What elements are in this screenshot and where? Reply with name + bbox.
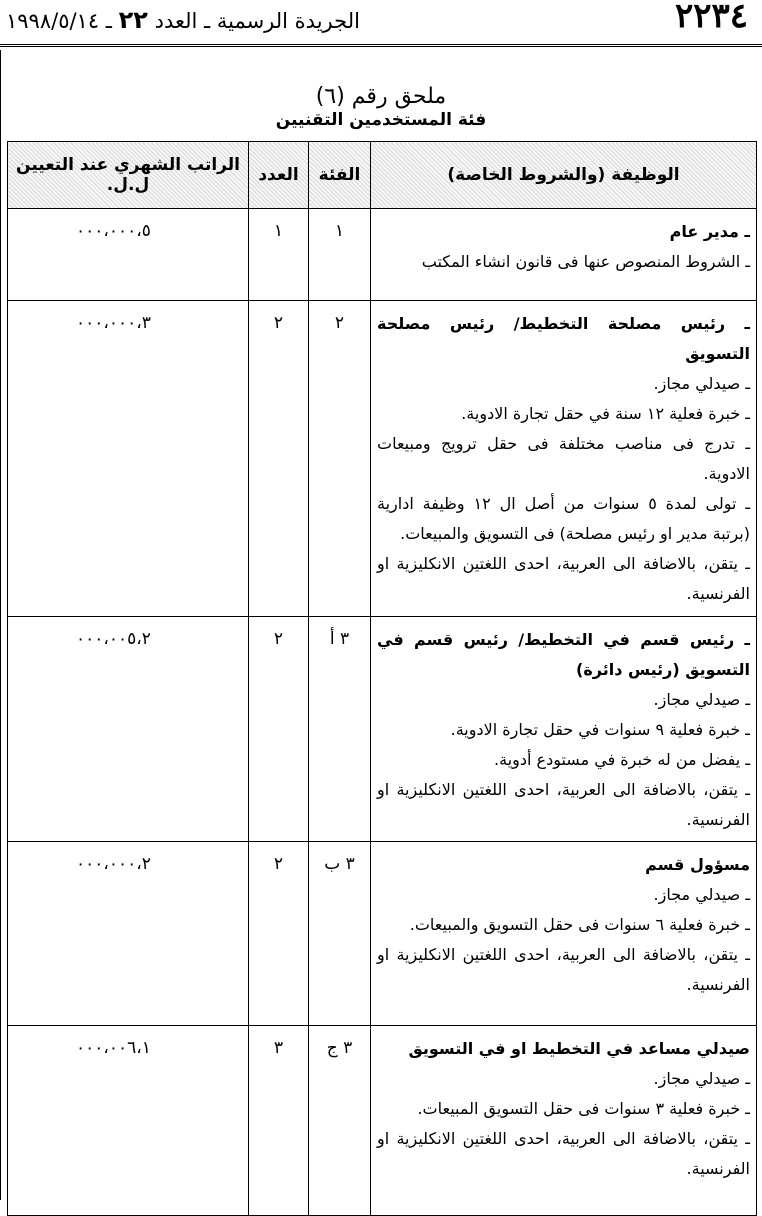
table-row [8, 617, 757, 842]
job-cell [371, 842, 757, 1026]
condition-item: ـ صيدلي مجاز. [653, 885, 750, 904]
grade-cell: ٢ [309, 301, 371, 617]
job-title: ـ مدير عام [669, 222, 750, 241]
condition-item: ـ الشروط المنصوص عنها فى قانون انشاء المكتب [421, 252, 750, 271]
table-row [8, 209, 757, 301]
annex-title: ملحق رقم (٦) [315, 84, 447, 109]
count-cell: ٣ [249, 1026, 309, 1216]
condition-item: ـ يتقن، بالاضافة الى العربية، احدى اللغتين الانكليزية او الفرنسية. [377, 780, 750, 829]
salary-value: ٥،٠٠٠،٠٠٠ [76, 221, 151, 241]
gazette-line [6, 6, 360, 34]
condition-item: ـ تولى لمدة ٥ سنوات من أصل ال ١٢ وظيفة ادارية (برتبة مدير او رئيس مصلحة) فى التسويق والمبيعات. [377, 494, 750, 543]
grade-cell: ٣ أ [309, 617, 371, 842]
table-row [8, 842, 757, 1026]
condition-item: ـ يتقن، بالاضافة الى العربية، احدى اللغتين الانكليزية او الفرنسية. [377, 1129, 750, 1178]
salary-value: ٢،٥٠٠،٠٠٠ [76, 629, 151, 649]
condition-item: ـ خبرة فعلية ٦ سنوات فى حقل التسويق والمبيعات. [409, 915, 750, 934]
gazette-name: الجريدة الرسمية ـ العدد [154, 9, 360, 33]
issue-number: ٢٢ [118, 6, 148, 34]
grade-cell: ٣ ج [309, 1026, 371, 1216]
salary-cell [8, 301, 249, 617]
jobs-table [7, 141, 757, 1216]
table-header-row [8, 142, 757, 209]
header-job: الوظيفة (والشروط الخاصة) [371, 142, 757, 209]
condition-item: ـ صيدلي مجاز. [653, 1069, 750, 1088]
condition-item: ـ يفضل من له خبرة في مستودع أدوية. [494, 750, 750, 769]
page-header [0, 0, 762, 50]
count-cell: ١ [249, 209, 309, 301]
condition-item: ـ خبرة فعلية ٩ سنوات في حقل تجارة الادوية. [450, 720, 750, 739]
salary-value: ٢،٠٠٠،٠٠٠ [76, 854, 151, 874]
salary-value: ١،٦٠٠،٠٠٠ [76, 1038, 151, 1058]
job-title: صيدلي مساعد في التخطيط او في التسويق [408, 1039, 750, 1058]
header-salary: الراتب الشهري عند التعيين ل.ل. [8, 142, 249, 209]
page-border [0, 50, 1, 1200]
count-cell: ٢ [249, 617, 309, 842]
job-title: مسؤول قسم [645, 855, 750, 874]
header-grade: الفئة [309, 142, 371, 209]
grade-cell: ١ [309, 209, 371, 301]
salary-cell [8, 617, 249, 842]
count-cell: ٢ [249, 842, 309, 1026]
count-cell: ٢ [249, 301, 309, 617]
job-title: ـ رئيس مصلحة التخطيط/ رئيس مصلحة التسويق [377, 314, 750, 363]
salary-cell [8, 209, 249, 301]
salary-cell [8, 1026, 249, 1216]
condition-item: ـ خبرة فعلية ٣ سنوات فى حقل التسويق المبيعات. [417, 1099, 750, 1118]
condition-item: ـ يتقن، بالاضافة الى العربية، احدى اللغتين الانكليزية او الفرنسية. [377, 945, 750, 994]
header-rule [0, 44, 762, 47]
condition-item: ـ خبرة فعلية ١٢ سنة في حقل تجارة الادوية. [461, 404, 750, 423]
salary-cell [8, 842, 249, 1026]
table-row [8, 1026, 757, 1216]
salary-value: ٣،٠٠٠،٠٠٠ [76, 313, 151, 333]
condition-item: ـ يتقن، بالاضافة الى العربية، احدى اللغتين الانكليزية او الفرنسية. [377, 554, 750, 603]
condition-item: ـ تدرج فى مناصب مختلفة فى حقل ترويج ومبيعات الادوية. [377, 434, 750, 483]
job-title: ـ رئيس قسم في التخطيط/ رئيس قسم في التسويق (رئيس دائرة) [377, 630, 750, 679]
table-row [8, 301, 757, 617]
job-cell [371, 1026, 757, 1216]
category-title: فئة المستخدمين التقنيين [275, 110, 487, 130]
grade-cell: ٣ ب [309, 842, 371, 1026]
issue-date: ـ ١٩٩٨/٥/١٤ [6, 9, 112, 33]
job-cell [371, 617, 757, 842]
job-cell [371, 209, 757, 301]
header-count: العدد [249, 142, 309, 209]
job-cell [371, 301, 757, 617]
page-number: ٢٢٣٤ [674, 0, 748, 36]
condition-item: ـ صيدلي مجاز. [653, 374, 750, 393]
condition-item: ـ صيدلي مجاز. [653, 690, 750, 709]
